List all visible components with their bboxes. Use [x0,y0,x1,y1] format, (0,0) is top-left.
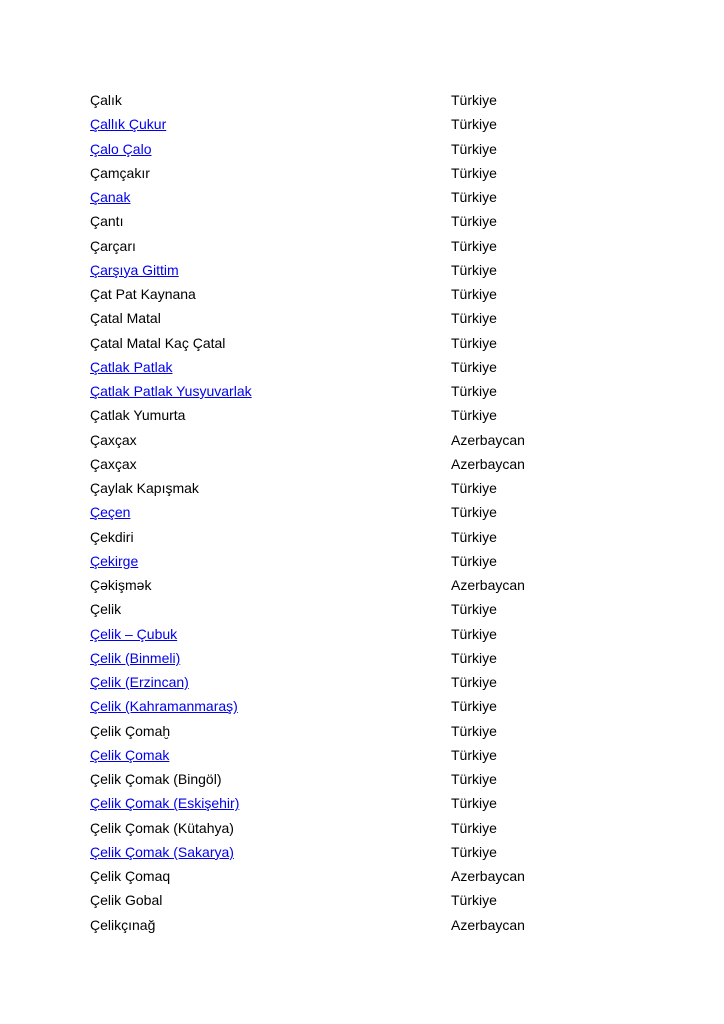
game-name-link[interactable]: Çelik – Çubuk [90,625,178,642]
game-name-link[interactable]: Çallık Çukur [90,116,167,133]
list-item [90,525,650,549]
game-name: Çatlak Yumurta [90,407,186,424]
list-item [90,573,650,597]
list-item [90,403,650,427]
country-label: Türkiye [451,407,497,424]
country-label: Türkiye [451,674,497,690]
country-label: Azerbaycan [451,577,525,593]
country-label: Türkiye [451,722,497,739]
country-label: Türkiye [451,746,497,763]
list-item [90,161,650,185]
list-item [90,306,650,330]
country-label: Azerbaycan [451,455,525,472]
list-item [90,743,650,767]
country-label: Türkiye [451,698,497,715]
country-label: Türkiye [451,625,497,642]
country-label: Türkiye [451,528,497,545]
list-item [90,646,650,670]
game-name: Çantı [90,213,124,230]
country-label: Türkiye [451,189,497,205]
list-item [90,816,650,840]
list-item [90,719,650,743]
list-item [90,331,650,355]
country-label: Türkiye [451,771,497,787]
country-label: Türkiye [451,795,497,812]
country-label: Türkiye [451,819,497,836]
game-name: Çaxçax [90,431,137,448]
list-item [90,476,650,500]
list-item [90,258,650,282]
game-name: Çelik Gobal [90,892,163,909]
list-item [90,864,650,888]
list-item [90,379,650,403]
list-item [90,888,650,912]
game-name-link[interactable]: Çelik (Binmeli) [90,649,181,666]
country-label: Azerbaycan [451,868,525,884]
country-label: Türkiye [451,310,497,327]
country-label: Azerbaycan [451,431,525,448]
list-item [90,428,650,452]
list-item [90,670,650,694]
game-name-link[interactable]: Çalo Çalo [90,140,152,157]
list-item [90,597,650,621]
game-name: Çəkişmək [90,577,152,593]
list-item [90,767,650,791]
game-name: Çamçakır [90,164,150,181]
game-name-link[interactable]: Çanak [90,189,131,205]
game-name: Çelik Çomaq [90,868,171,884]
country-label: Türkiye [451,504,497,521]
game-name: Çelikçınağ [90,916,156,933]
list-item [90,88,650,112]
game-name: Çatal Matal Kaç Çatal [90,334,226,351]
games-list [90,88,650,937]
list-item [90,622,650,646]
game-name: Çelik Çomak (Kütahya) [90,819,234,836]
country-label: Türkiye [451,116,497,133]
game-name: Çat Pat Kaynana [90,286,196,302]
country-label: Türkiye [451,164,497,181]
list-item [90,549,650,573]
country-label: Türkiye [451,552,497,569]
country-label: Türkiye [451,892,497,909]
country-label: Türkiye [451,140,497,157]
game-name: Çelik [90,601,122,618]
country-label: Türkiye [451,383,497,399]
list-item [90,452,650,476]
country-label: Türkiye [451,649,497,666]
country-label: Türkiye [451,237,497,254]
list-item [90,500,650,524]
list-item [90,112,650,136]
country-label: Türkiye [451,213,497,230]
country-label: Türkiye [451,261,497,278]
list-item [90,234,650,258]
list-item [90,209,650,233]
game-name-link[interactable]: Çeçen [90,504,131,521]
game-name: Çatal Matal [90,310,161,327]
list-item [90,282,650,306]
country-label: Türkiye [451,92,497,108]
country-label: Türkiye [451,480,497,496]
list-item [90,355,650,379]
country-label: Azerbaycan [451,916,525,933]
game-name-link[interactable]: Çatlak Patlak [90,358,173,375]
country-label: Türkiye [451,334,497,351]
list-item [90,791,650,815]
game-name: Çalık [90,92,122,108]
game-name-link[interactable]: Çelik Çomak (Eskişehir) [90,795,240,812]
list-item [90,694,650,718]
game-name: Çelik Çomak (Bingöl) [90,771,222,787]
game-name-link[interactable]: Çelik Çomak [90,746,170,763]
game-name: Çarçarı [90,237,136,254]
country-label: Türkiye [451,601,497,618]
game-name-link[interactable]: Çelik (Erzincan) [90,674,189,690]
list-item [90,137,650,161]
game-name: Çelik Çomaḫ [90,722,171,739]
list-item [90,840,650,864]
game-name: Çekdiri [90,528,134,545]
game-name-link[interactable]: Çarşıya Gittim [90,261,179,278]
game-name-link[interactable]: Çatlak Patlak Yusyuvarlak [90,383,252,399]
country-label: Türkiye [451,358,497,375]
list-item [90,185,650,209]
country-label: Türkiye [451,843,497,860]
list-item [90,913,650,937]
game-name: Çaylak Kapışmak [90,480,199,496]
country-label: Türkiye [451,286,497,302]
game-name-link[interactable]: Çekirge [90,552,139,569]
game-name-link[interactable]: Çelik (Kahramanmaraş) [90,698,238,715]
game-name-link[interactable]: Çelik Çomak (Sakarya) [90,843,234,860]
game-name: Çaxçax [90,455,137,472]
